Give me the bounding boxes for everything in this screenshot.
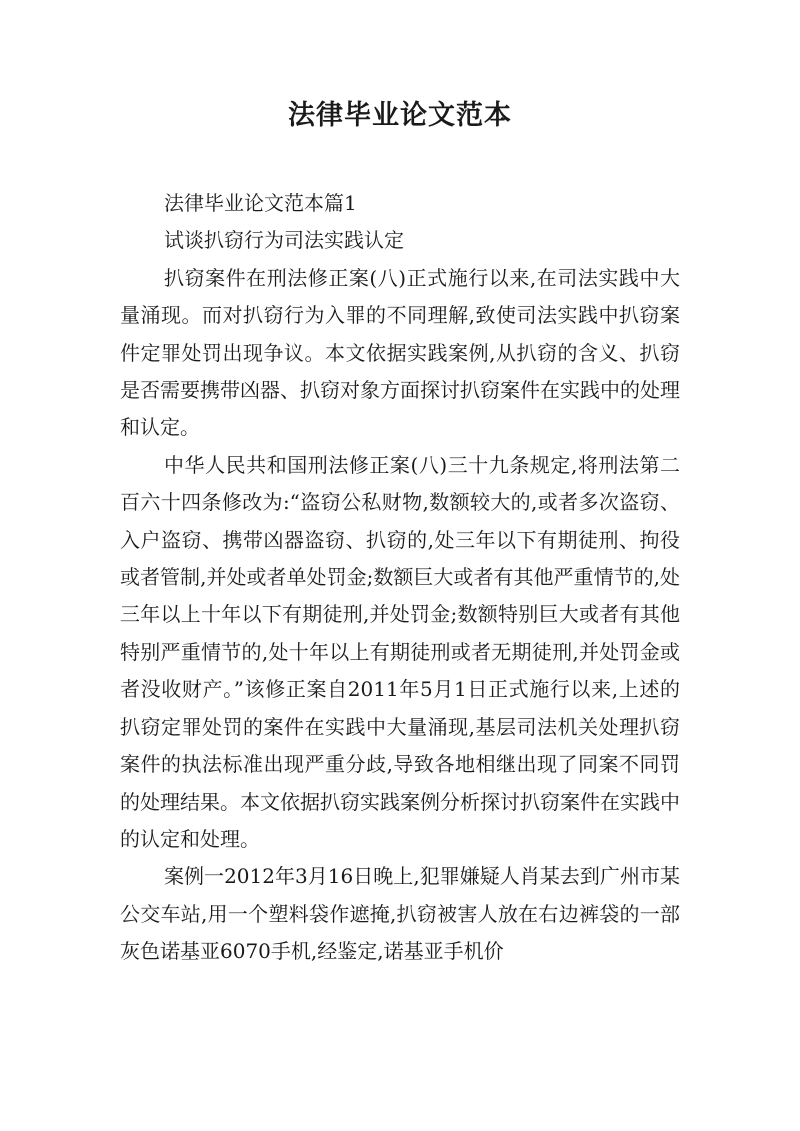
document-title: 法律毕业论文范本	[288, 100, 512, 131]
document-body	[120, 185, 680, 971]
article-title: 试谈扒窃行为司法实践认定	[164, 228, 404, 253]
paragraph: 中华人民共和国刑法修正案(八)三十九条规定,将刑法第二百六十四条修改为:“盗窃公私财物,数额较大的,或者多次盗窃、入户盗窃、携带凶器盗窃、扒窃的,处三年以下有期徒刑、拘役或者管制,并处或者单处罚金;数额巨大或者有其他严重情节的,处三年以上十年以下有期徒刑,并处罚金;数额特别巨大或者有其他特别严重情节的,处十年以上有期徒刑或者无期徒刑,并处罚金或者没收财产。”该修正案自2011年5月1日正式施行以来,上述的扒窃定罪处罚的案件在实践中大量涌现,基层司法机关处理扒窃案件的执法标准出现严重分歧,导致各地相继出现了同案不同罚的处理结果。本文依据扒窃实践案例分析探讨扒窃案件在实践中的认定和处理。	[120, 452, 680, 851]
paragraph: 扒窃案件在刑法修正案(八)正式施行以来,在司法实践中大量涌现。而对扒窃行为入罪的不同理解,致使司法实践中扒窃案件定罪处罚出现争议。本文依据实践案例,从扒窃的含义、扒窃是否需要携带凶器、扒窃对象方面探讨扒窃案件在实践中的处理和认定。	[120, 265, 680, 440]
section-heading: 法律毕业论文范本篇1	[164, 191, 357, 215]
paragraph: 案例一2012年3月16日晚上,犯罪嫌疑人肖某去到广州市某公交车站,用一个塑料袋作遮掩,扒窃被害人放在右边裤袋的一部灰色诺基亚6070手机,经鉴定,诺基亚手机价	[120, 864, 680, 964]
